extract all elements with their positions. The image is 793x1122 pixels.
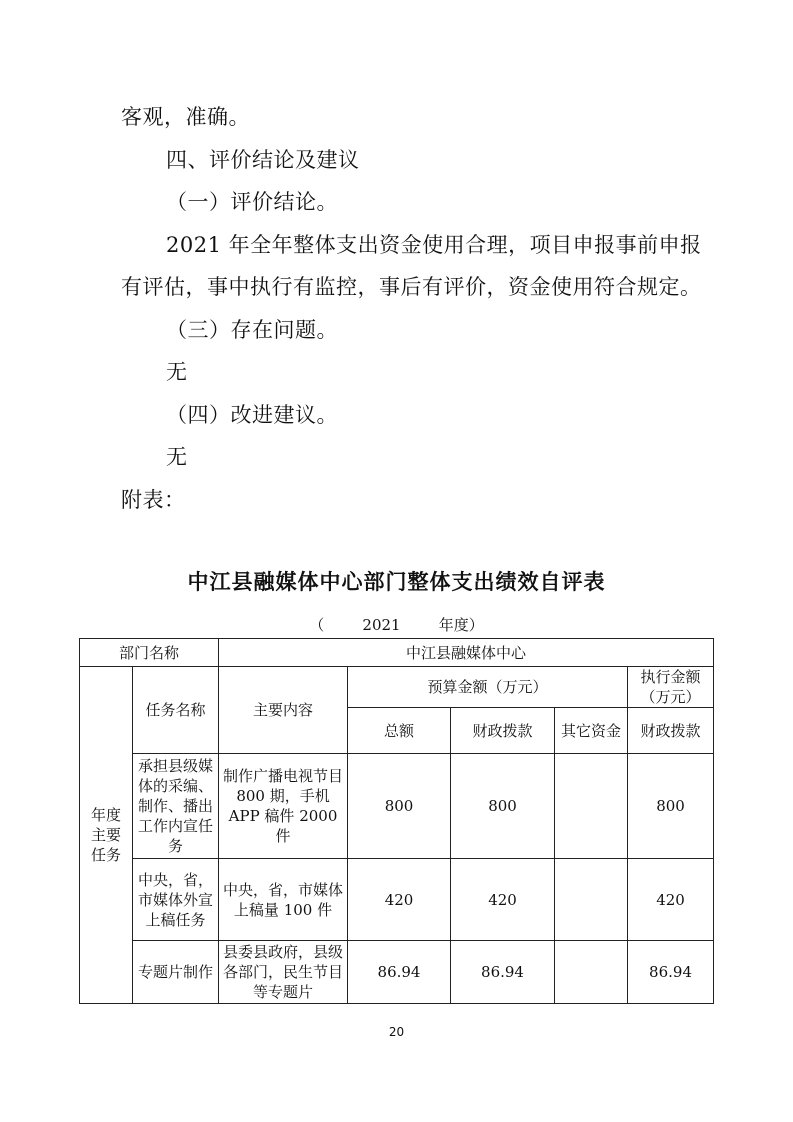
dept-value-cell: 中江县融媒体中心 — [219, 639, 714, 667]
total-cell: 420 — [348, 859, 451, 941]
header-total: 总额 — [348, 708, 451, 754]
total-cell: 86.94 — [348, 941, 451, 1004]
subheading-conclusion: （一）评价结论。 — [166, 190, 338, 214]
header-row-1 — [80, 667, 714, 708]
header-exec-fiscal: 财政拨款 — [628, 708, 714, 754]
other-cell — [555, 941, 628, 1004]
header-exec-text: 执行金额（万元） — [640, 668, 701, 706]
year-value: 2021 — [362, 616, 401, 634]
subheading-problems: （三）存在问题。 — [166, 318, 338, 342]
other-cell — [555, 754, 628, 859]
header-other-text: 其它资金 — [561, 721, 622, 740]
exec-cell: 800 — [628, 754, 714, 859]
other-cell — [555, 859, 628, 941]
task-group-label: 年度主要任务 — [90, 806, 121, 864]
task-name-cell: 中央，省，市媒体外宣上稿任务 — [133, 859, 219, 941]
header-task-name: 任务名称 — [133, 667, 219, 754]
year-open-paren: （ — [309, 616, 325, 634]
appendix-label: 附表： — [121, 488, 186, 512]
conclusion-line-1: 2021 年全年整体支出资金使用合理，项目申报事前申报 — [166, 233, 702, 257]
table-row — [80, 859, 714, 941]
header-exec-amount — [628, 667, 714, 708]
table-row — [80, 754, 714, 859]
table-title: 中江县融媒体中心部门整体支出绩效自评表 — [187, 570, 606, 594]
problems-text: 无 — [166, 360, 188, 384]
year-suffix: 年度） — [438, 616, 484, 634]
header-main-content: 主要内容 — [219, 667, 348, 754]
fiscal-cell: 420 — [451, 859, 555, 941]
exec-cell: 86.94 — [628, 941, 714, 1004]
dept-label-cell: 部门名称 — [80, 639, 219, 667]
paragraph-continuation: 客观，准确。 — [121, 105, 250, 129]
task-name-cell: 承担县级媒体的采编、制作、播出工作内宣任务 — [133, 754, 219, 859]
fiscal-cell: 86.94 — [451, 941, 555, 1004]
task-group-label-cell — [80, 667, 133, 1004]
task-name-cell: 专题片制作 — [133, 941, 219, 1004]
fiscal-cell: 800 — [451, 754, 555, 859]
main-content-cell: 县委县政府，县级各部门，民生节目等专题片 — [219, 941, 348, 1004]
page-number: 20 — [388, 1025, 405, 1039]
performance-table — [79, 638, 714, 1004]
suggestions-text: 无 — [166, 445, 188, 469]
header-fiscal: 财政拨款 — [451, 708, 555, 754]
conclusion-line-2: 有评估，事中执行有监控，事后有评价，资金使用符合规定。 — [121, 275, 702, 299]
main-content-cell: 中央，省，市媒体上稿量 100 件 — [219, 859, 348, 941]
table-year-line — [0, 614, 793, 635]
table-row — [80, 941, 714, 1004]
subheading-suggestions: （四）改进建议。 — [166, 403, 338, 427]
total-cell: 800 — [348, 754, 451, 859]
section-heading-4: 四、评价结论及建议 — [166, 148, 360, 172]
header-other — [555, 708, 628, 754]
main-content-cell: 制作广播电视节目 800 期，手机 APP 稿件 2000 件 — [219, 754, 348, 859]
dept-row — [80, 639, 714, 667]
exec-cell: 420 — [628, 859, 714, 941]
header-budget: 预算金额（万元） — [348, 667, 628, 708]
